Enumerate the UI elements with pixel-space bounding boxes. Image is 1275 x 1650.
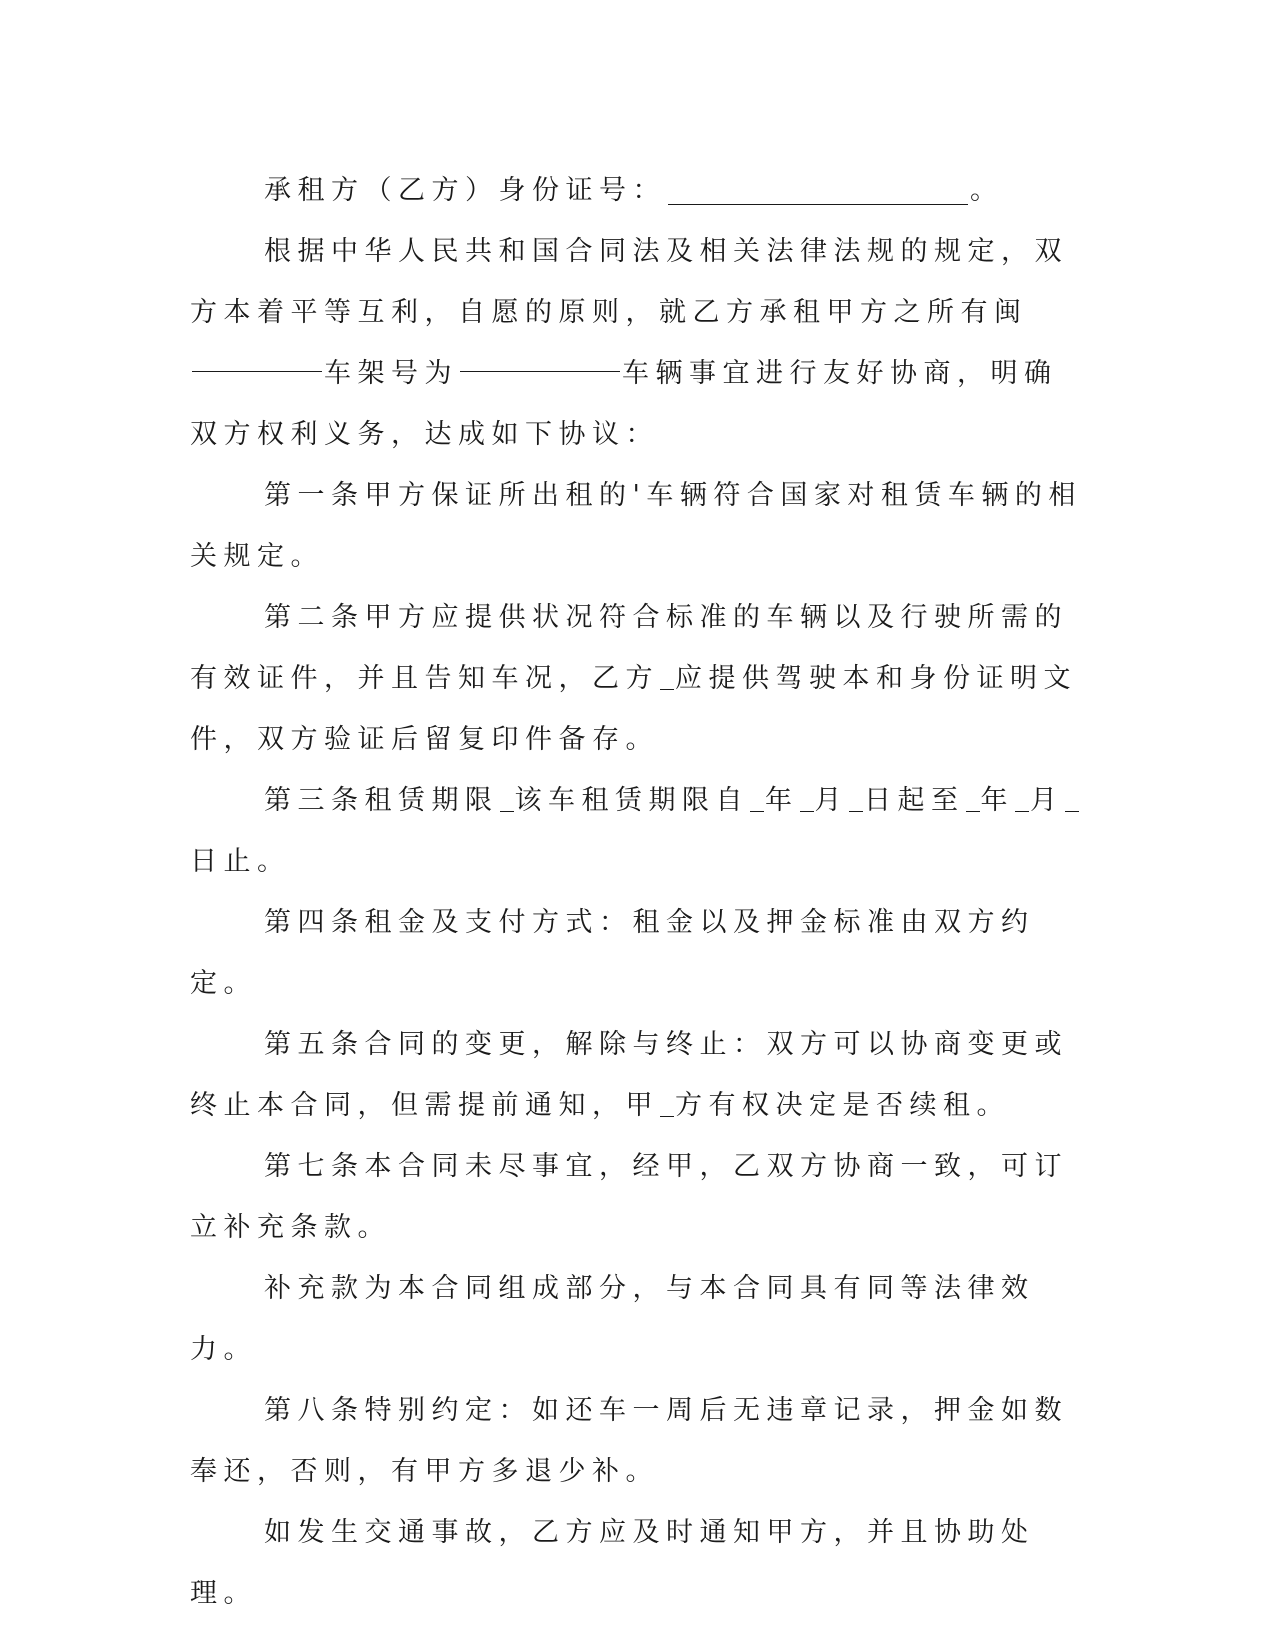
article-5-text-2: 方有权决定是否续租。 [675, 1090, 1010, 1121]
article-1: 第一条甲方保证所出租的'车辆符合国家对租赁车辆的相关规定。 [190, 480, 1082, 572]
month-label-1: 月 [814, 785, 848, 816]
month-label-2: 月 [1030, 785, 1064, 816]
article-3-text-1: 第三条租赁期限 [264, 785, 499, 816]
end-day-blank[interactable] [1065, 811, 1079, 812]
article-3-text-2: 该车租赁期限自 [514, 785, 749, 816]
document-body [190, 160, 1090, 1624]
id-number-blank[interactable] [668, 174, 968, 205]
article-2 [190, 587, 1090, 770]
end-month-blank[interactable] [1015, 811, 1029, 812]
lessee-id-label: 承租方（乙方）身份证号： [264, 175, 666, 206]
year-label-1: 年 [765, 785, 799, 816]
preamble-paragraph [190, 221, 1090, 465]
lessee-id-line [190, 160, 1090, 221]
accident-paragraph: 如发生交通事故，乙方应及时通知甲方，并且协助处理。 [190, 1517, 1035, 1609]
day-label-1: 日起至 [864, 785, 965, 816]
plate-number-blank[interactable] [192, 371, 322, 372]
article-2-blank[interactable] [660, 689, 674, 690]
article-8: 第八条特别约定：如还车一周后无违章记录，押金如数奉还，否则，有甲方多退少补。 [190, 1395, 1068, 1487]
id-number-period: 。 [970, 175, 1004, 206]
term-blank[interactable] [500, 811, 514, 812]
supplement-paragraph: 补充款为本合同组成部分，与本合同具有同等法律效力。 [190, 1273, 1035, 1365]
article-5-text-1: 第五条合同的变更，解除与终止：双方可以协商变更或终止本合同，但需提前通知，甲 [190, 1029, 1068, 1121]
preamble-text-3: 车辆事宜进行友好协商，明确双方权利义务，达成如下协议： [190, 358, 1058, 450]
year-label-2: 年 [980, 785, 1014, 816]
vin-number-blank[interactable] [460, 371, 620, 372]
start-month-blank[interactable] [800, 811, 814, 812]
article-5 [190, 1014, 1090, 1136]
preamble-text-2: 车架号为 [324, 358, 458, 389]
article-4: 第四条租金及支付方式：租金以及押金标准由双方约定。 [190, 907, 1035, 999]
day-label-2: 日止。 [190, 846, 291, 877]
article-7: 第七条本合同未尽事宜，经甲，乙双方协商一致，可订立补充条款。 [190, 1151, 1068, 1243]
end-year-blank[interactable] [966, 811, 980, 812]
start-year-blank[interactable] [750, 811, 764, 812]
article-3 [190, 770, 1090, 892]
preamble-text-1: 根据中华人民共和国合同法及相关法律法规的规定，双方本着平等互利，自愿的原则，就乙方承租甲方之所有闽 [190, 236, 1068, 328]
start-day-blank[interactable] [849, 811, 863, 812]
article-2-text-1: 第二条甲方应提供状况符合标准的车辆以及行驶所需的有效证件，并且告知车况，乙方 [190, 602, 1068, 694]
article-5-blank[interactable] [660, 1116, 674, 1117]
article-2-text-2: 应提供驾驶本和身份证明文件，双方验证后留复印件备存。 [190, 663, 1077, 755]
